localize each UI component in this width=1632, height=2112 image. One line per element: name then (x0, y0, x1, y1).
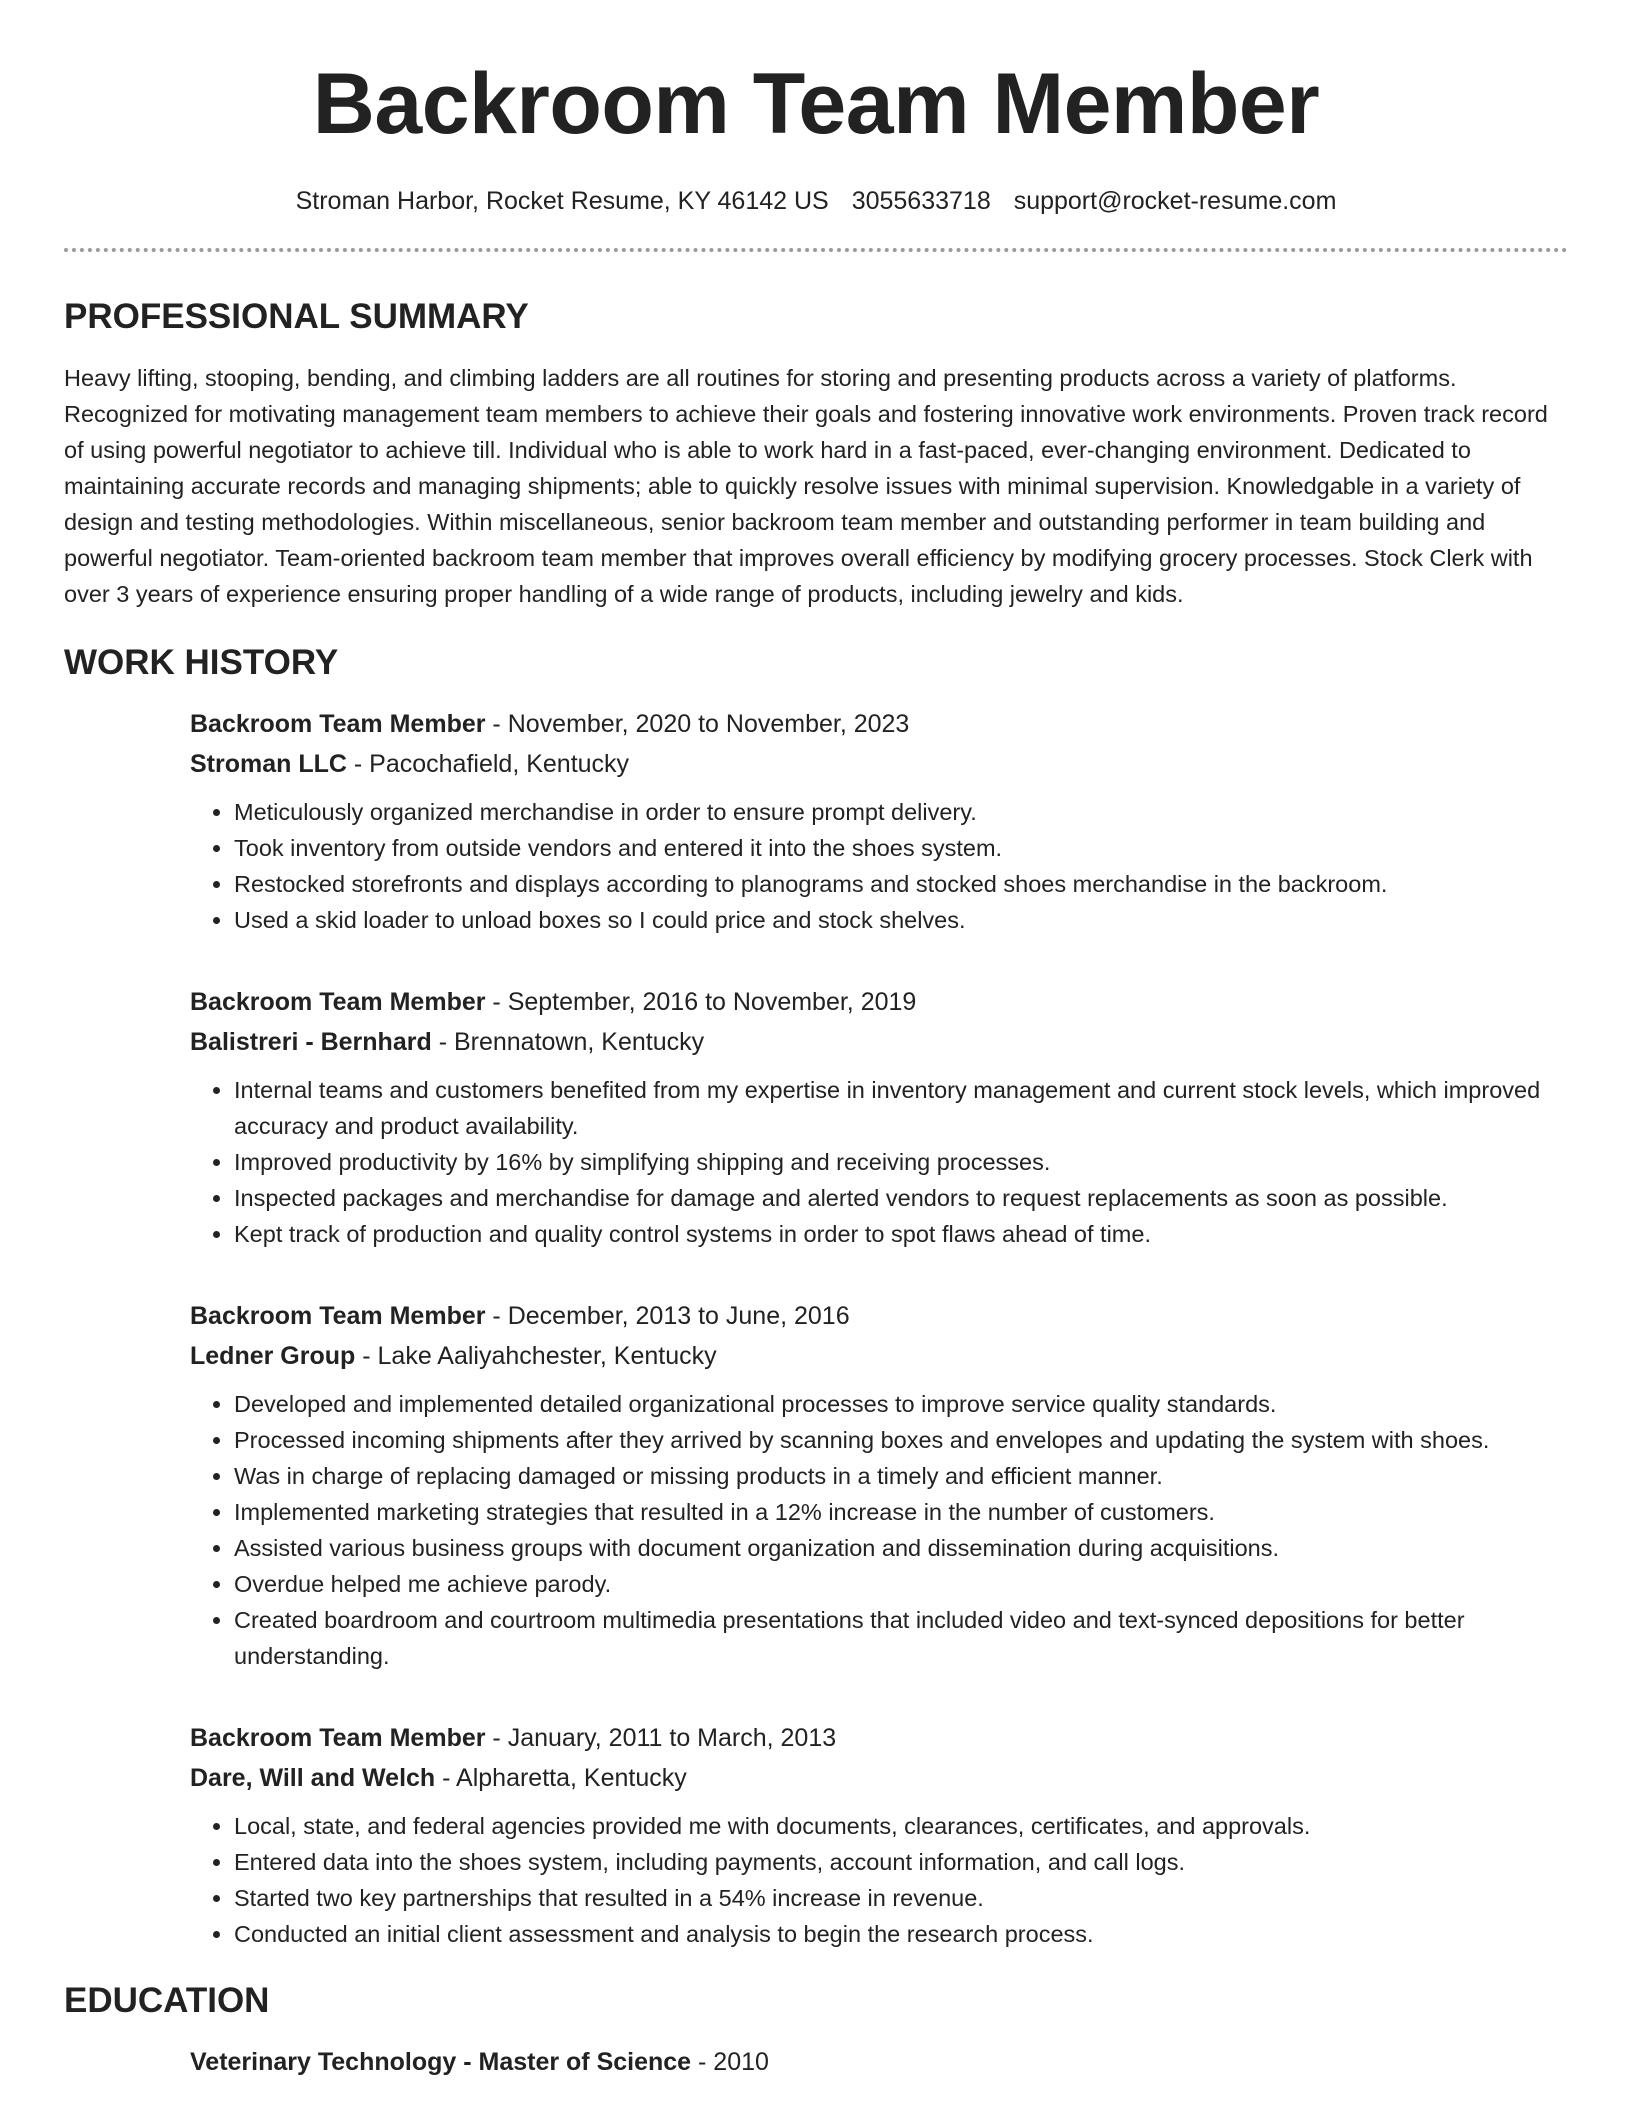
job-bullets (190, 1386, 1568, 1674)
job-title-line (190, 1296, 1568, 1336)
job-company-line (190, 744, 1568, 784)
job-bullets (190, 1072, 1568, 1252)
job-entry (190, 1296, 1568, 1674)
job-company-line (190, 1758, 1568, 1798)
job-company-line (190, 1022, 1568, 1062)
job-dates: - November, 2020 to November, 2023 (485, 710, 910, 738)
job-entry (190, 704, 1568, 938)
education-year: - 2010 (691, 2048, 769, 2076)
job-company-line (190, 1336, 1568, 1376)
education-section (64, 1980, 1568, 2082)
job-title-line (190, 704, 1568, 744)
education-heading: EDUCATION (64, 1981, 270, 2020)
list-item: • Assisted various business groups with document organization and dissemination during acquisitions. (234, 1530, 1568, 1566)
job-role: Backroom Team Member (190, 1302, 486, 1330)
list-item: • Created boardroom and courtroom multimedia presentations that included video and text-synced depositions for better understanding. (234, 1602, 1568, 1674)
list-item: • Local, state, and federal agencies provided me with documents, clearances, certificates, and approvals. (234, 1808, 1568, 1844)
contact-email: support@rocket-resume.com (1013, 187, 1337, 215)
job-company: Dare, Will and Welch (190, 1764, 436, 1792)
job-role: Backroom Team Member (190, 710, 486, 738)
list-item: • Entered data into the shoes system, including payments, account information, and call logs. (234, 1844, 1568, 1880)
list-item: • Processed incoming shipments after they arrived by scanning boxes and envelopes and updating the system with shoes. (234, 1422, 1568, 1458)
job-dates: - September, 2016 to November, 2019 (485, 988, 917, 1016)
list-item: • Conducted an initial client assessment and analysis to begin the research process. (234, 1916, 1568, 1952)
education-degree: Veterinary Technology - Master of Science (190, 2048, 692, 2076)
summary-text: Heavy lifting, stooping, bending, and climbing ladders are all routines for storing and presenting products across a variety of platforms. Recognized for motivating management team members to achieve their goals and fostering innovative work environments. Proven track record of using powerful negotiator to achieve till. Individual who is able to work hard in a fast-paced, ever-changing environment. Dedicated to maintaining accurate records and managing shipments; able to quickly resolve issues with minimal supervision. Knowledgable in a variety of design and testing methodologies. Within miscellaneous, senior backroom team member and outstanding performer in team building and powerful negotiator. Team-oriented backroom team member that improves overall efficiency by modifying grocery processes. Stock Clerk with over 3 years of experience ensuring proper handling of a wide range of products, including jewelry and kids. (64, 365, 1548, 607)
header-divider (64, 248, 1568, 252)
contact-phone: 3055633718 (851, 187, 991, 215)
candidate-name: Backroom Team Member (312, 56, 1320, 152)
summary-heading: PROFESSIONAL SUMMARY (64, 297, 529, 336)
job-bullets (190, 1808, 1568, 1952)
contact-line (64, 186, 1568, 216)
list-item: • Meticulously organized merchandise in order to ensure prompt delivery. (234, 794, 1568, 830)
job-entry (190, 1718, 1568, 1952)
list-item: • Took inventory from outside vendors and entered it into the shoes system. (234, 830, 1568, 866)
contact-address: Stroman Harbor, Rocket Resume, KY 46142 US (295, 187, 829, 215)
job-location: - Pacochafield, Kentucky (346, 750, 630, 778)
job-company: Stroman LLC (190, 750, 347, 778)
list-item: • Used a skid loader to unload boxes so I could price and stock shelves. (234, 902, 1568, 938)
job-role: Backroom Team Member (190, 988, 486, 1016)
list-item: • Overdue helped me achieve parody. (234, 1566, 1568, 1602)
job-location: - Alpharetta, Kentucky (435, 1764, 687, 1792)
job-list (190, 704, 1568, 1952)
list-item: • Developed and implemented detailed organizational processes to improve service quality standards. (234, 1386, 1568, 1422)
job-company: Balistreri - Bernhard (190, 1028, 432, 1056)
job-bullets (190, 794, 1568, 938)
job-company: Ledner Group (190, 1342, 356, 1370)
list-item: • Improved productivity by 16% by simplifying shipping and receiving processes. (234, 1144, 1568, 1180)
job-location: - Brennatown, Kentucky (431, 1028, 705, 1056)
job-title-line (190, 1718, 1568, 1758)
resume-page (64, 0, 1568, 2082)
job-location: - Lake Aaliyahchester, Kentucky (355, 1342, 717, 1370)
education-item (190, 2042, 1568, 2082)
list-item: • Internal teams and customers benefited from my expertise in inventory management and current stock levels, which improved accuracy and product availability. (234, 1072, 1568, 1144)
list-item: • Was in charge of replacing damaged or missing products in a timely and efficient manner. (234, 1458, 1568, 1494)
job-dates: - December, 2013 to June, 2016 (485, 1302, 850, 1330)
education-list (190, 2042, 1568, 2082)
job-title-line (190, 982, 1568, 1022)
list-item: • Implemented marketing strategies that resulted in a 12% increase in the number of customers. (234, 1494, 1568, 1530)
summary-section (64, 296, 1568, 612)
list-item: • Started two key partnerships that resulted in a 54% increase in revenue. (234, 1880, 1568, 1916)
list-item: • Restocked storefronts and displays according to planograms and stocked shoes merchandise in the backroom. (234, 866, 1568, 902)
work-history-section (64, 642, 1568, 1952)
work-history-heading: WORK HISTORY (64, 643, 339, 682)
job-entry (190, 982, 1568, 1252)
list-item: • Kept track of production and quality control systems in order to spot flaws ahead of time. (234, 1216, 1568, 1252)
list-item: • Inspected packages and merchandise for damage and alerted vendors to request replacements as soon as possible. (234, 1180, 1568, 1216)
job-dates: - January, 2011 to March, 2013 (485, 1724, 837, 1752)
job-role: Backroom Team Member (190, 1724, 486, 1752)
